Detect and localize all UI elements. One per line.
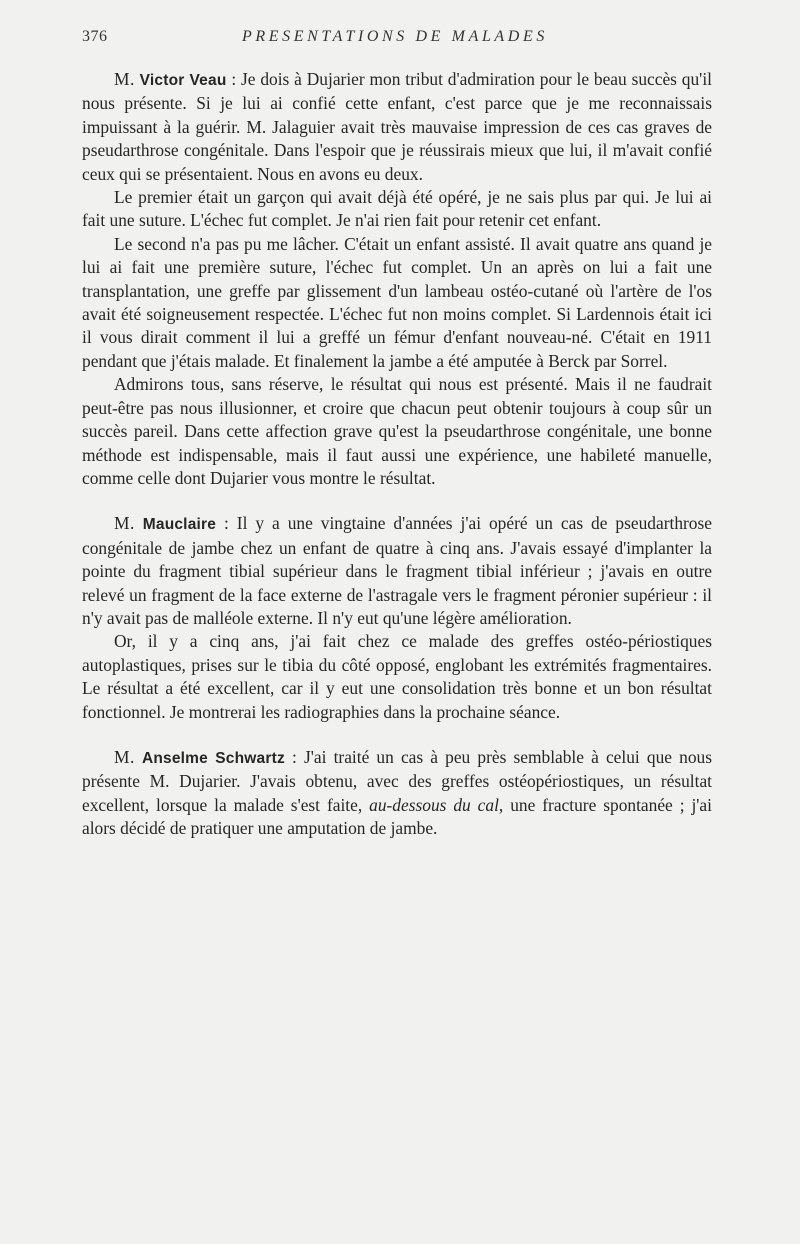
mauclaire-paragraph-1 — [82, 512, 712, 630]
section-gap — [82, 724, 712, 746]
speaker-anselme-schwartz: Anselme Schwartz — [141, 749, 285, 767]
schwartz-text-1b: , une fracture spontanée ; j'ai alors décidé de pratiquer une amputation de jambe. — [82, 794, 712, 839]
running-title: PRESENTATIONS DE MALADES — [242, 28, 548, 45]
section-gap — [82, 490, 712, 512]
body-text — [82, 68, 712, 841]
veau-paragraph-4: Admirons tous, sans réserve, le résultat qui nous est présenté. Mais il ne faudrait peut-être pas nous illusionner, et croire que chacun peut obtenir toujours à coup sûr un succès pareil. Dans cette affection grave qu'est la pseudarthrose congénitale, une bonne méthode est indispensable, mais il faut aussi une expérience, une habileté manuelle, comme celle dont Dujarier vous montre le résultat. — [82, 374, 712, 488]
schwartz-text-1a: : J'ai traité un cas à peu près semblable à celui que nous présente M. Dujarier. J'avais obtenu, avec des greffes ostéopériostiques, un résultat excellent, lorsque la malade s'est faite, — [82, 746, 712, 815]
speaker-mauclaire: Mauclaire — [142, 516, 217, 534]
veau-paragraph-1 — [82, 68, 712, 186]
speaker-victor-veau: Victor Veau — [139, 72, 227, 89]
schwartz-prefix: M. — [114, 746, 135, 767]
veau-text-1: : Je dois à Dujarier mon tribut d'admiration pour le beau succès qu'il nous présente. Si je lui ai confié cette enfant, c'est parce que je me reconnaissais impuissant à la guérir. M. Jalaguier avait très mauvaise impression de ces cas graves de pseudarthrose congénitale. Dans l'espoir que je réussirais mieux que lui, il m'avait confié ceux qui se présentaient. Nous en avons eu deux. — [82, 69, 712, 184]
veau-paragraph-2: Le premier était un garçon qui avait déjà été opéré, je ne sais plus par qui. Je lui ai fait une suture. L'échec fut complet. Je n'ai rien fait pour retenir cet enfant. — [82, 187, 712, 231]
veau-paragraph-3: Le second n'a pas pu me lâcher. C'était un enfant assisté. Il avait quatre ans quand je lui ai fait une première suture, l'échec fut complet. Un an après on lui a fait une transplantation, une greffe par glissement d'un lambeau ostéo-cutané où l'artère de l'os avait été soigneusement respectée. L'échec fut non moins complet. Si Lardennois était ici il vous dirait comment il lui a greffé un fémur d'enfant nouveau-né. C'était en 1911 pendant que j'étais malade. Et finalement la jambe a été amputée à Berck par Sorrel. — [82, 233, 712, 371]
schwartz-italic-phrase: au-dessous du cal — [369, 794, 499, 815]
mauclaire-text-1: : Il y a une vingtaine d'années j'ai opéré un cas de pseudarthrose congénitale de jambe chez un enfant de quatre à cinq ans. J'avais essayé d'implanter la pointe du fragment tibial supérieur dans le fragment tibial inférieur ; j'avais en outre relevé un fragment de la face externe de l'astragale vers le fragment péronier supérieur : il n'y avait pas de malléole externe. Il n'y eut qu'une légère amélioration. — [82, 513, 712, 628]
mauclaire-prefix: M. — [114, 513, 135, 534]
veau-prefix: M. — [114, 69, 135, 89]
schwartz-paragraph-1 — [82, 746, 712, 841]
page-number: 376 — [82, 28, 108, 45]
page-header — [82, 28, 714, 52]
mauclaire-paragraph-2: Or, il y a cinq ans, j'ai fait chez ce malade des greffes ostéo-périostiques autoplastiques, prises sur le tibia du côté opposé, englobant les extrémités fragmentaires. Le résultat a été excellent, car il y eut une consolidation très bonne et un bon résultat fonctionnel. Je montrerai les radiographies dans la prochaine séance. — [82, 631, 712, 722]
